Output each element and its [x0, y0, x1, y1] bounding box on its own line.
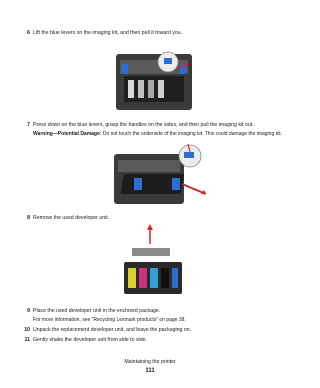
figure-pull-imaging-kit [110, 140, 210, 210]
step-text: Unpack the replacement developer unit, and leave the packaging on. [33, 327, 192, 333]
step-text: Remove the used developer unit. [33, 215, 110, 221]
step-8 [22, 215, 109, 221]
step-text: Press down on the blue levers, grasp the handles on the sides, and then pull the imaging kit out. [33, 122, 254, 128]
footer-section: Maintaining the printer [124, 359, 176, 365]
step-text: Lift the blue levers on the imaging kit, and then pull it toward you. [33, 30, 183, 36]
blue-lever-left [122, 64, 128, 74]
page-number: 111 [145, 368, 155, 374]
step-11 [22, 337, 147, 343]
figure-remove-developer [118, 222, 188, 300]
step-number: 9 [27, 308, 30, 314]
step-number: 10 [24, 327, 30, 333]
step-number: 11 [24, 337, 30, 343]
step-10 [22, 327, 191, 333]
step-9-note: For more information, see "Recycling Lexmark products" on page 38. [33, 317, 186, 323]
step-7 [22, 122, 254, 128]
figure-lift-levers [110, 42, 198, 116]
warning-label: Warning—Potential Damage: [33, 131, 102, 137]
step-number: 6 [27, 30, 30, 36]
step-9 [22, 308, 160, 314]
step-6 [22, 30, 182, 36]
step-text: Gently shake the developer unit from side to side. [33, 337, 147, 343]
step-number: 8 [27, 215, 30, 221]
warning-note [33, 131, 282, 137]
step-text: Place the used developer unit in the enclosed package. [33, 308, 161, 314]
warning-text: Do not touch the underside of the imaging kit. This could damage the imaging kit. [102, 131, 283, 137]
step-number: 7 [27, 122, 30, 128]
